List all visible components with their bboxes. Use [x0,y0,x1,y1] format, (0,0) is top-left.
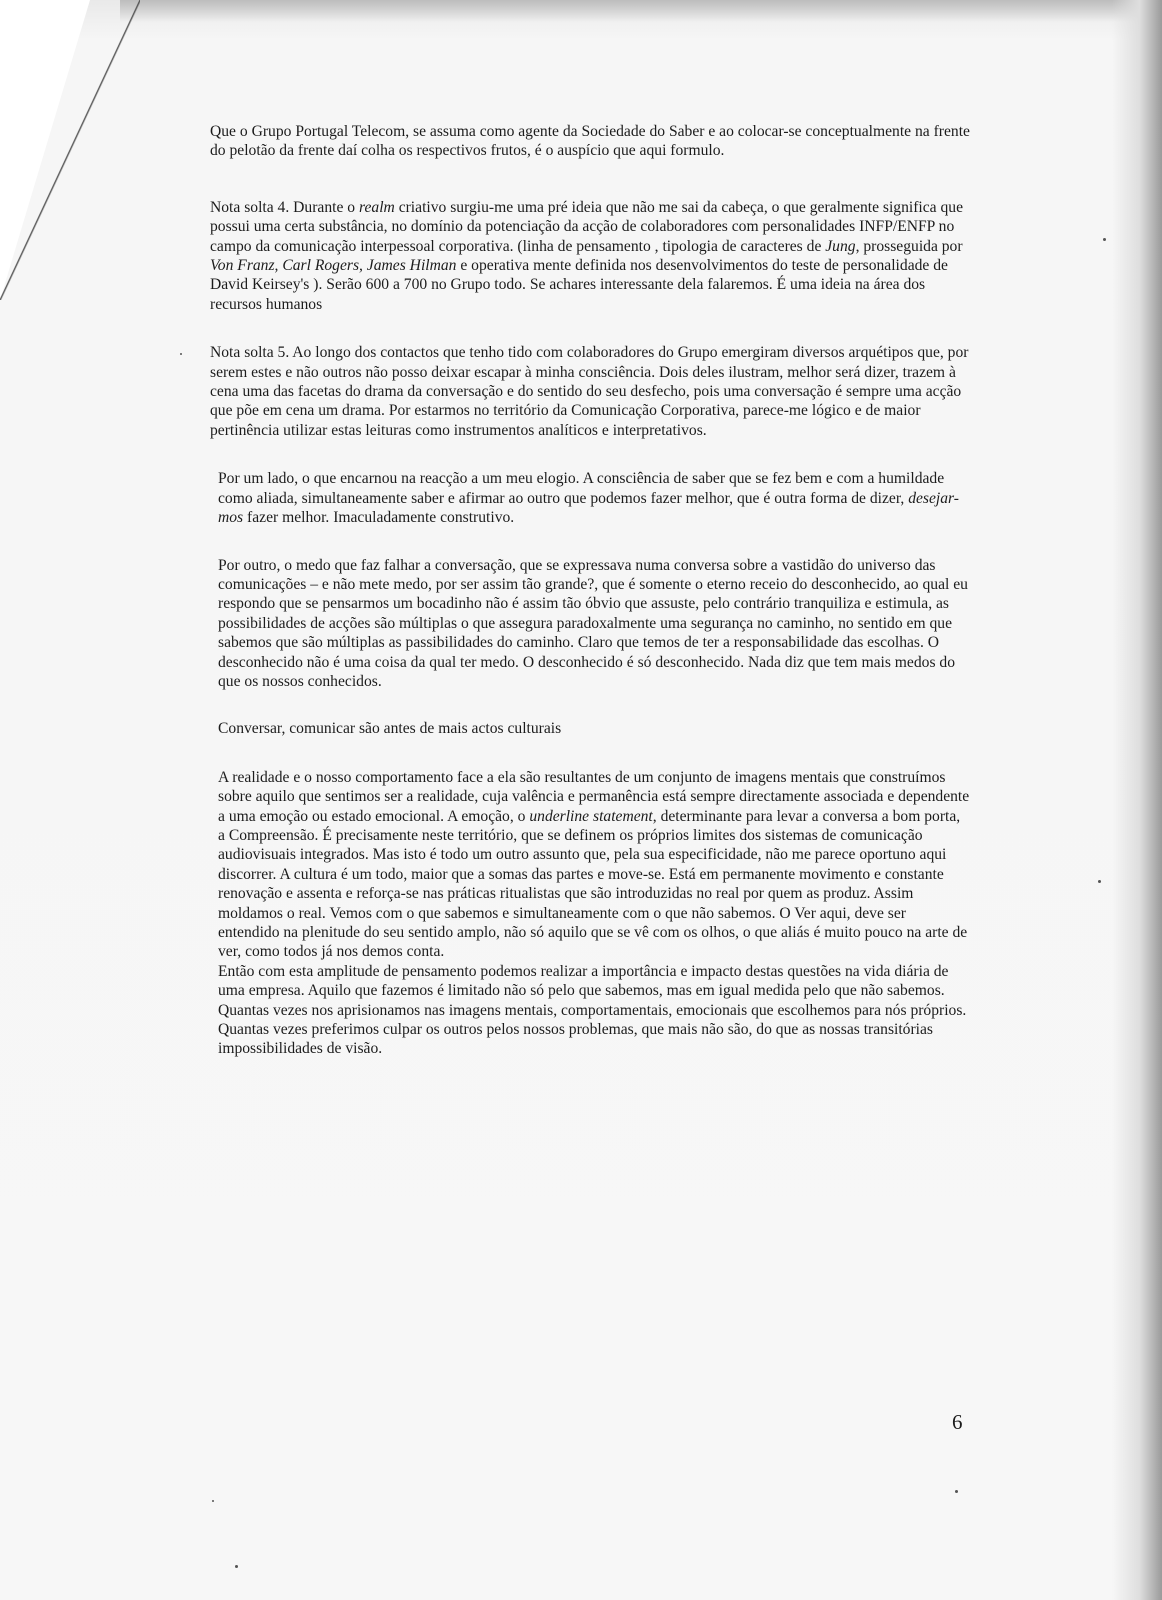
document-body [210,122,970,1059]
italic-text: realm [358,198,395,216]
text-run: Por outro, o medo que faz falhar a conversação, que se expressava numa conversa sobre a vastidão do universo das comunicações – e não mete medo, por ser assim tão grande?, que é somente o eterno receio do desconhecido, ao qual eu respondo que se pensarmos um bocadinho não é assim tão óbvio que assuste, pelo contrário tranquiliza e estimula, as possibilidades de acções são múltiplas o que assegura paradoxalmente uma segurança no caminho, no sentido em que sabemos que são múltiplas as passibilidades do caminho. Claro que temos de ter a responsabilidade das escolhas. O desconhecido não é uma coisa da qual ter medo. O desconhecido é só desconhecido. Nada diz que tem mais medos do que os nossos conhecidos. [218,556,968,690]
scan-speck [955,1490,958,1493]
fold-line [0,0,140,300]
text-run: , determinante para levar a conversa a bom porta, a Compreensão. É precisamente neste território, que se definem os próprios limites dos sistemas de comunicação audiovisuais integrados. Mas isto é todo um outro assunto que, pela sua especificidade, não me parece oportuno aqui discorrer. A cultura é um todo, maior que a somas das partes e move-se. Está em permanente movimento e constante renovação e assenta e reforça-se nas práticas ritualistas que são introduzidas no real por quem as produz. Assim moldamos o real. Vemos com o que sabemos e simultaneamente com o que não sabemos. O Ver aqui, deve ser entendido na plenitude do seu sentido amplo, não só aquilo que se vê com os olhos, o que aliás é muito pouco na arte de ver, como todos já nos demos conta. [218,807,968,961]
italic-text: desejar-mos [218,489,960,527]
scan-speck [212,1500,214,1502]
page-number: 6 [952,1410,963,1434]
text-run: Que o Grupo Portugal Telecom, se assuma como agente da Sociedade do Saber e ao colocar-se conceptualmente na frente do pelotão da frente daí colha os respectivos frutos, é o auspício que aqui formulo. [210,123,970,160]
text-run: Então com esta amplitude de pensamento podemos realizar a importância e impacto destas questões na vida diária de uma empresa. Aquilo que fazemos é limitado não só pelo que sabemos, mas em igual medida pelo que não sabemos. Quantas vezes nos aprisionamos nas imagens mentais, comportamentais, emocionais que escolhemos para nós próprios. Quantas vezes preferimos culpar os outros pelos nossos problemas, que mais não são, do que as nossas transitórias impossibilidades de visão. [218,962,967,1058]
scan-shadow-right [1112,0,1162,1600]
text-run: criativo surgiu-me uma pré ideia que não me sai da cabeça, o que geralmente significa que possui uma certa substância, no domínio da potenciação da acção de colaboradores com personalidades INFP/ENFP no campo da comunicação interpessoal corporativa. (linha de pensamento , tipologia de caracteres de [210,198,964,255]
text-run: e operativa mente definida nos desenvolvimentos do teste de personalidade de David Keirsey's ). Serão 600 a 700 no Grupo todo. Se achares interessante dela falaremos. É uma ideia na área dos recursos humanos [210,257,948,313]
text-run: Nota solta 5. Ao longo dos contactos que tenho tido com colaboradores do Grupo emergiram diversos arquétipos que, por serem estes e não outros não posso deixar escapar à minha consciência. Dois deles ilustram, melhor será dizer, trazem à cena uma das facetas do drama da conversação e do sentido do seu desfecho, pois uma conversação é sempre uma acção que põe em cena um drama. Por estarmos no território da Comunicação Corporativa, parece-me lógico e de maior pertinência utilizar estas leituras como instrumentos analíticos e interpretativos. [210,344,969,439]
paragraph [210,556,970,692]
scan-speck [1103,238,1106,241]
italic-text: underline statement [529,807,653,825]
text-run: A realidade e o nosso comportamento face a ela são resultantes de um conjunto de imagens mentais que construímos sobre aquilo que sentimos ser a realidade, cuja valência e permanência está sempre directamente associada e dependente a uma emoção ou estado emocional. A emoção, o [218,768,970,825]
scan-speck [180,353,182,355]
paragraph [210,122,970,161]
text-run: , prosseguida por [855,237,963,255]
text-run: Conversar, comunicar são antes de mais actos culturais [218,720,562,738]
paragraph [210,198,970,314]
section-heading [210,719,970,738]
scan-speck [1098,880,1101,883]
paragraph [210,343,970,440]
paragraph [210,768,970,962]
paragraph [210,962,970,1059]
italic-text: Jung [825,237,856,255]
paragraph [210,469,970,527]
scan-shadow-top [120,0,1162,22]
text-run: Nota solta 4. Durante o [210,198,359,216]
italic-text: Von Franz, Carl Rogers, James Hilman [210,257,457,275]
text-run: Por um lado, o que encarnou na reacção a um meu elogio. A consciência de saber que se fez bem e com a humildade como aliada, simultaneamente saber e afirmar ao outro que podemos fazer melhor, que é outra forma de dizer, [218,470,945,507]
scan-speck [235,1565,238,1568]
text-run: fazer melhor. Imaculadamente construtivo. [243,509,515,527]
